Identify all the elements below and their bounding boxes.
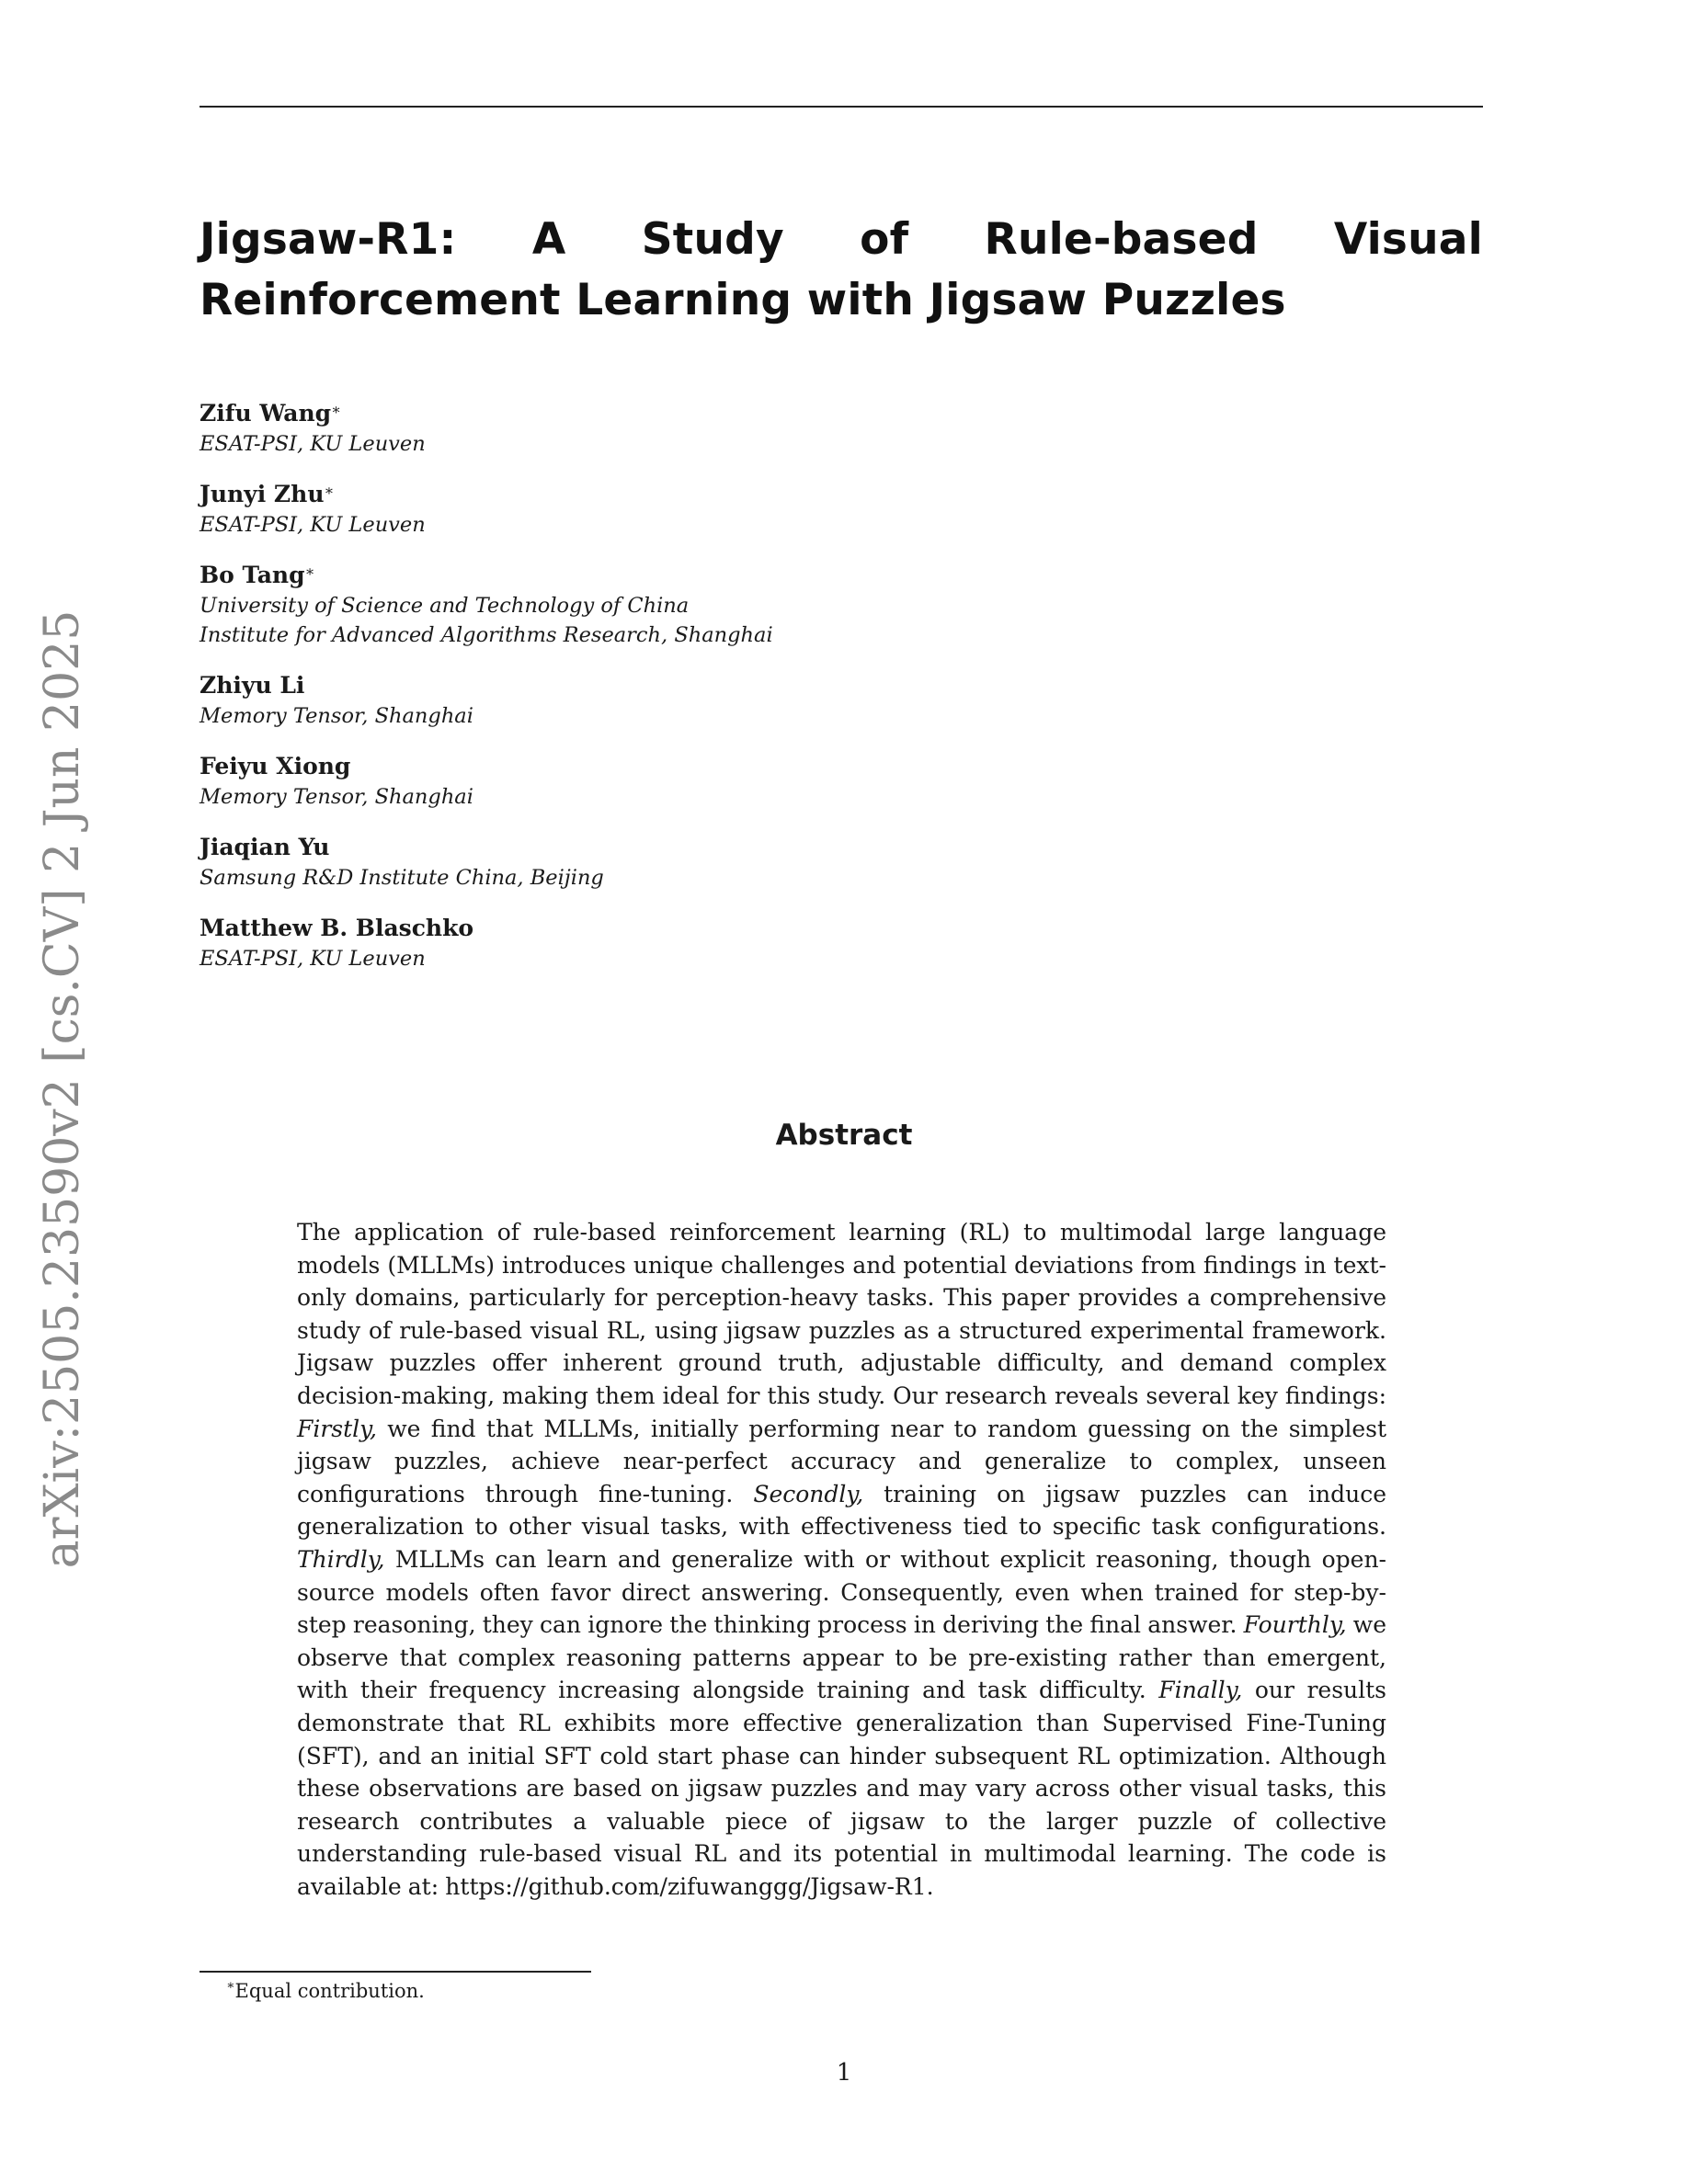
abstract-heading: Abstract — [775, 1119, 913, 1152]
footnote-rule — [200, 1971, 591, 1973]
author-affiliation: Samsung R&D Institute China, Beijing — [200, 866, 604, 890]
author-block — [200, 832, 1119, 893]
author-block — [200, 670, 1119, 731]
author-affiliation: University of Science and Technology of China — [200, 594, 690, 618]
paper-title: Jigsaw-R1: A Study of Rule-based Visual Reinforcement Learning with Jigsaw Puzzles — [200, 214, 1483, 325]
author-block — [200, 398, 1119, 459]
abstract-body — [297, 1216, 1386, 1903]
page-number: 1 — [836, 2059, 852, 2087]
abstract-emphasis: Thirdly, — [297, 1545, 385, 1573]
top-rule — [200, 106, 1483, 108]
footnote-text: Equal contribution. — [234, 1980, 425, 2002]
abstract-emphasis: Fourthly, — [1243, 1611, 1347, 1639]
abstract-text: The application of rule-based reinforcement learning (RL) to multimodal large language models (MLLMs) introduces unique challenges and potential deviations from findings in text-only domains, particularly for perception-heavy tasks. This paper provides a comprehensive study of rule-based visual RL, using jigsaw puzzles as a structured experimental framework. Jigsaw puzzles offer inherent ground truth, adjustable difficulty, and demand complex decision-making, making them ideal for this study. Our research reveals several key findings: — [297, 1219, 1386, 1409]
author-block — [200, 751, 1119, 812]
abstract-emphasis: Secondly, — [753, 1480, 864, 1507]
author-name — [200, 670, 1119, 701]
author-list — [200, 398, 1119, 994]
abstract-emphasis: Firstly, — [297, 1415, 377, 1442]
abstract-text: we find that MLLMs, initially performing near to random guessing on the simplest jigsaw puzzles, achieve near-perfect accuracy and generalize to complex, unseen configurations through fine-tuning. — [297, 1415, 1386, 1507]
abstract-text: we observe that complex reasoning patterns appear to be pre-existing rather than emergent, with their frequency increasing alongside training and task difficulty. — [297, 1611, 1386, 1704]
author-affiliation: Institute for Advanced Algorithms Research, Shanghai — [200, 623, 773, 647]
author-name-text: Bo Tang — [200, 562, 305, 588]
abstract-emphasis: Finally, — [1158, 1677, 1243, 1704]
author-name-text: Jiaqian Yu — [200, 834, 330, 860]
author-block — [200, 913, 1119, 973]
author-block — [200, 479, 1119, 540]
author-name — [200, 751, 1119, 782]
author-name-text: Matthew B. Blaschko — [200, 915, 474, 941]
equal-contribution-mark: ∗ — [331, 401, 342, 418]
author-affiliation: ESAT-PSI, KU Leuven — [200, 432, 426, 456]
author-name — [200, 913, 1119, 944]
abstract-text: training on jigsaw puzzles can induce generalization to other visual tasks, with effectiveness tied to specific task configurations. — [297, 1480, 1386, 1541]
author-name — [200, 398, 1119, 429]
author-affiliation: ESAT-PSI, KU Leuven — [200, 513, 426, 537]
author-name — [200, 479, 1119, 510]
author-name-text: Junyi Zhu — [200, 481, 325, 507]
footnote — [226, 1980, 425, 2002]
arxiv-identifier: arXiv:2505.23590v2 [cs.CV] 2 Jun 2025 — [35, 609, 90, 1569]
author-name — [200, 832, 1119, 863]
author-affiliation: ESAT-PSI, KU Leuven — [200, 947, 426, 971]
equal-contribution-mark: ∗ — [304, 563, 315, 580]
abstract-text: our results demonstrate that RL exhibits more effective generalization than Supervised Fine-Tuning (SFT), and an initial SFT cold start phase can hinder subsequent RL optimization. Although these observations are based on jigsaw puzzles and may vary across other visual tasks, this research contributes a valuable piece of jigsaw to the larger puzzle of collective understanding rule-based visual RL and its potential in multimodal learning. The code is available at: https://github.com/zifuwanggg/Jigsaw-R1. — [297, 1677, 1387, 1900]
abstract-text: MLLMs can learn and generalize with or without explicit reasoning, though open-source models often favor direct answering. Consequently, even when trained for step-by-step reasoning, they can ignore the thinking process in deriving the final answer. — [297, 1545, 1386, 1639]
author-affiliation: Memory Tensor, Shanghai — [200, 704, 473, 728]
author-name-text: Zifu Wang — [200, 400, 332, 427]
equal-contribution-mark: ∗ — [324, 482, 335, 499]
author-name — [200, 560, 1119, 591]
author-affiliation: Memory Tensor, Shanghai — [200, 785, 473, 809]
author-block — [200, 560, 1119, 650]
author-name-text: Feiyu Xiong — [200, 753, 351, 779]
author-name-text: Zhiyu Li — [200, 672, 305, 699]
footnote-mark: ∗ — [226, 1978, 235, 1993]
